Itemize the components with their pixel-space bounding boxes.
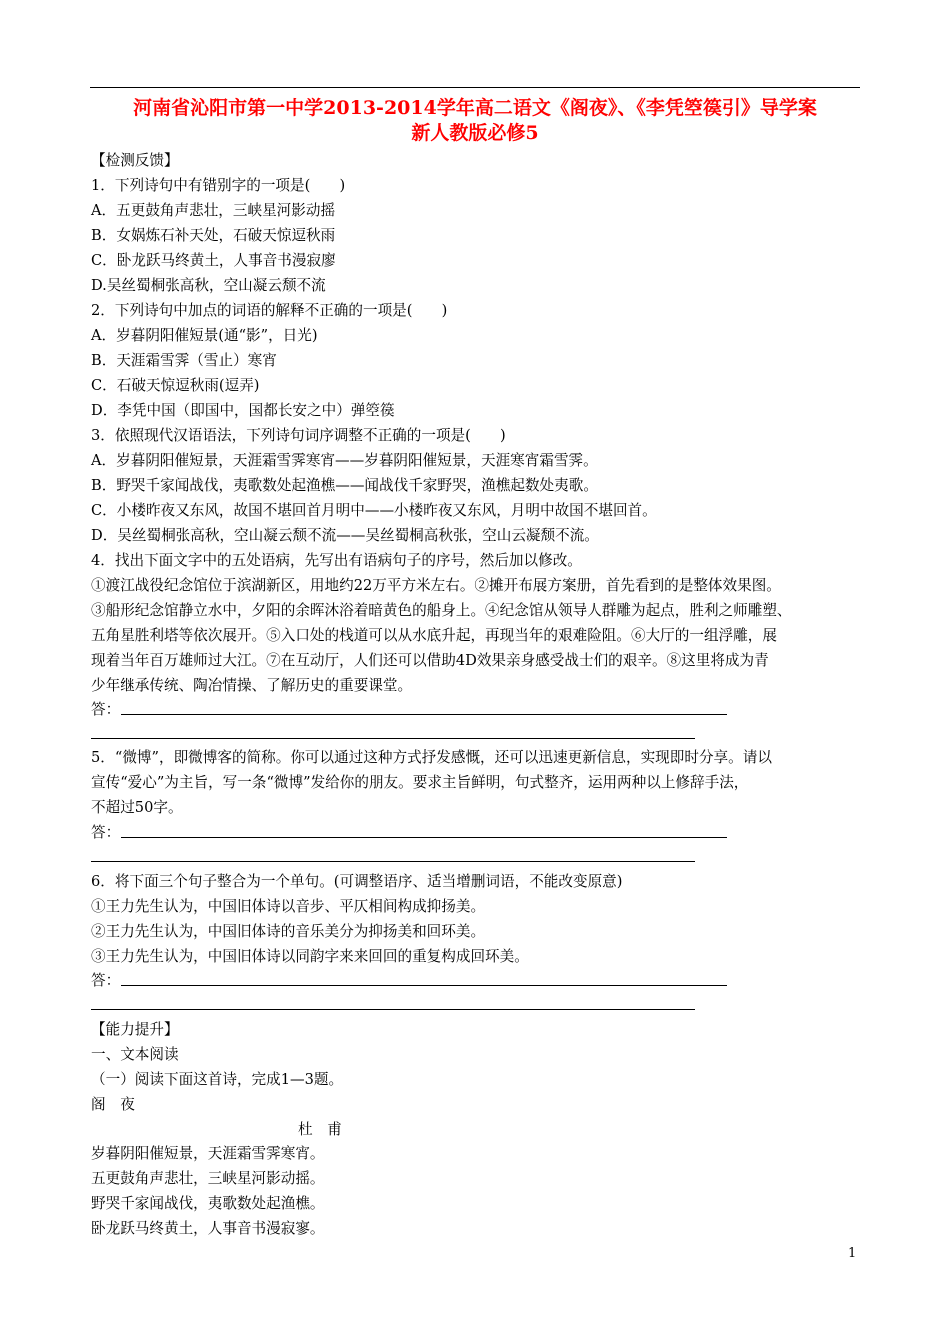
q1-option-d: D.吴丝蜀桐张高秋，空山凝云颓不流 — [91, 277, 326, 294]
q3-option-c: C．小楼昨夜又东风，故国不堪回首月明中——小楼昨夜又东风，月明中故国不堪回首。 — [91, 502, 657, 519]
section-heading-ability: 【能力提升】 — [91, 1021, 179, 1038]
q2-option-b: B．天涯霜雪霁（雪止）寒宵 — [91, 352, 277, 369]
q5-answer-label: 答： — [91, 824, 121, 841]
document-title-line2: 新人教版必修5 — [411, 122, 539, 144]
subheading-poem-instruction: （一）阅读下面这首诗，完成1—3题。 — [91, 1071, 344, 1088]
q5-answer-line[interactable] — [91, 861, 695, 862]
document-title-line1: 河南省沁阳市第一中学2013-2014学年高二语文《阁夜》、《李凭箜篌引》导学案 — [133, 97, 817, 119]
poem-line: 野哭千家闻战伐，夷歌数处起渔樵。 — [91, 1195, 325, 1212]
q6-answer-line[interactable] — [91, 1009, 695, 1010]
q5-text-line: 宣传“爱心”为主旨，写一条“微博”发给你的朋友。要求主旨鲜明，句式整齐，运用两种以上修辞手法， — [91, 774, 749, 791]
q1-option-c: C．卧龙跃马终黄土，人事音书漫寂廖 — [91, 252, 336, 269]
q4-passage-line: 五角星胜利塔等依次展开。⑤入口处的栈道可以从水底升起，再现当年的艰难险阻。⑥大厅的一组浮雕，展 — [91, 627, 777, 644]
q2-option-c: C．石破天惊逗秋雨(逗弄) — [91, 377, 260, 394]
q4-answer-label: 答： — [91, 701, 121, 718]
page-number: 1 — [848, 1246, 857, 1261]
q3-option-a: A．岁暮阴阳催短景，天涯霜雪霁寒宵——岁暮阴阳催短景，天涯寒宵霜雪霁。 — [91, 452, 598, 469]
poem-line: 岁暮阴阳催短景，天涯霜雪霁寒宵。 — [91, 1145, 325, 1162]
q4-passage-line: ①渡江战役纪念馆位于滨湖新区，用地约22万平方米左右。②摊开布展方案册，首先看到的是整体效果图。 — [91, 577, 781, 594]
q4-stem: 4．找出下面文字中的五处语病，先写出有语病句子的序号，然后加以修改。 — [91, 552, 582, 569]
q6-stem: 6．将下面三个句子整合为一个单句。(可调整语序、适当增删词语，不能改变原意) — [91, 873, 623, 890]
q2-stem: 2．下列诗句中加点的词语的解释不正确的一项是( ) — [91, 302, 448, 319]
q5-text-line: 5．“微博”，即微博客的简称。你可以通过这种方式抒发感慨，还可以迅速更新信息，实现即时分享。请以 — [91, 749, 772, 766]
q4-answer-line[interactable] — [121, 714, 727, 715]
q3-stem: 3．依照现代汉语语法，下列诗句词序调整不正确的一项是( ) — [91, 427, 506, 444]
poem-author: 杜 甫 — [298, 1121, 342, 1138]
q1-stem: 1．下列诗句中有错别字的一项是( ) — [91, 177, 346, 194]
q4-passage-line: 少年继承传统、陶冶情操、了解历史的重要课堂。 — [91, 677, 413, 694]
q4-passage-line: ③船形纪念馆静立水中，夕阳的余晖沐浴着暗黄色的船身上。④纪念馆从领导人群雕为起点，胜利之师雕塑、 — [91, 602, 792, 619]
header-rule — [90, 87, 860, 88]
q6-answer-label: 答： — [91, 972, 121, 989]
subheading-text-reading: 一、文本阅读 — [91, 1046, 179, 1063]
q6-sentence-1: ①王力先生认为，中国旧体诗以音步、平仄相间构成抑扬美。 — [91, 898, 486, 915]
q6-answer-line[interactable] — [121, 985, 727, 986]
q3-option-b: B．野哭千家闻战伐，夷歌数处起渔樵——闻战伐千家野哭，渔樵起数处夷歌。 — [91, 477, 598, 494]
q2-option-d: D．李凭中国（即国中，国都长安之中）弹箜篌 — [91, 402, 395, 419]
poem-line: 五更鼓角声悲壮，三峡星河影动摇。 — [91, 1170, 325, 1187]
q4-answer-line[interactable] — [91, 738, 695, 739]
q3-option-d: D．吴丝蜀桐张高秋，空山凝云颓不流——吴丝蜀桐高秋张，空山云凝颓不流。 — [91, 527, 599, 544]
q4-passage-line: 现着当年百万雄师过大江。⑦在互动厅，人们还可以借助4D效果亲身感受战士们的艰辛。⑧这里将成为青 — [91, 652, 769, 669]
q6-sentence-2: ②王力先生认为，中国旧体诗的音乐美分为抑扬美和回环美。 — [91, 923, 486, 940]
q5-answer-line[interactable] — [121, 837, 727, 838]
q2-option-a: A．岁暮阴阳催短景(通“影”，日光) — [91, 327, 318, 344]
q5-text-line: 不超过50字。 — [91, 799, 183, 816]
poem-line: 卧龙跃马终黄土，人事音书漫寂寥。 — [91, 1220, 325, 1237]
q1-option-a: A．五更鼓角声悲壮，三峡星河影动摇 — [91, 202, 336, 219]
poem-title: 阁 夜 — [91, 1096, 135, 1113]
q6-sentence-3: ③王力先生认为，中国旧体诗以同韵字来来回回的重复构成回环美。 — [91, 948, 529, 965]
q1-option-b: B．女娲炼石补天处，石破天惊逗秋雨 — [91, 227, 336, 244]
section-heading-feedback: 【检测反馈】 — [91, 152, 179, 169]
